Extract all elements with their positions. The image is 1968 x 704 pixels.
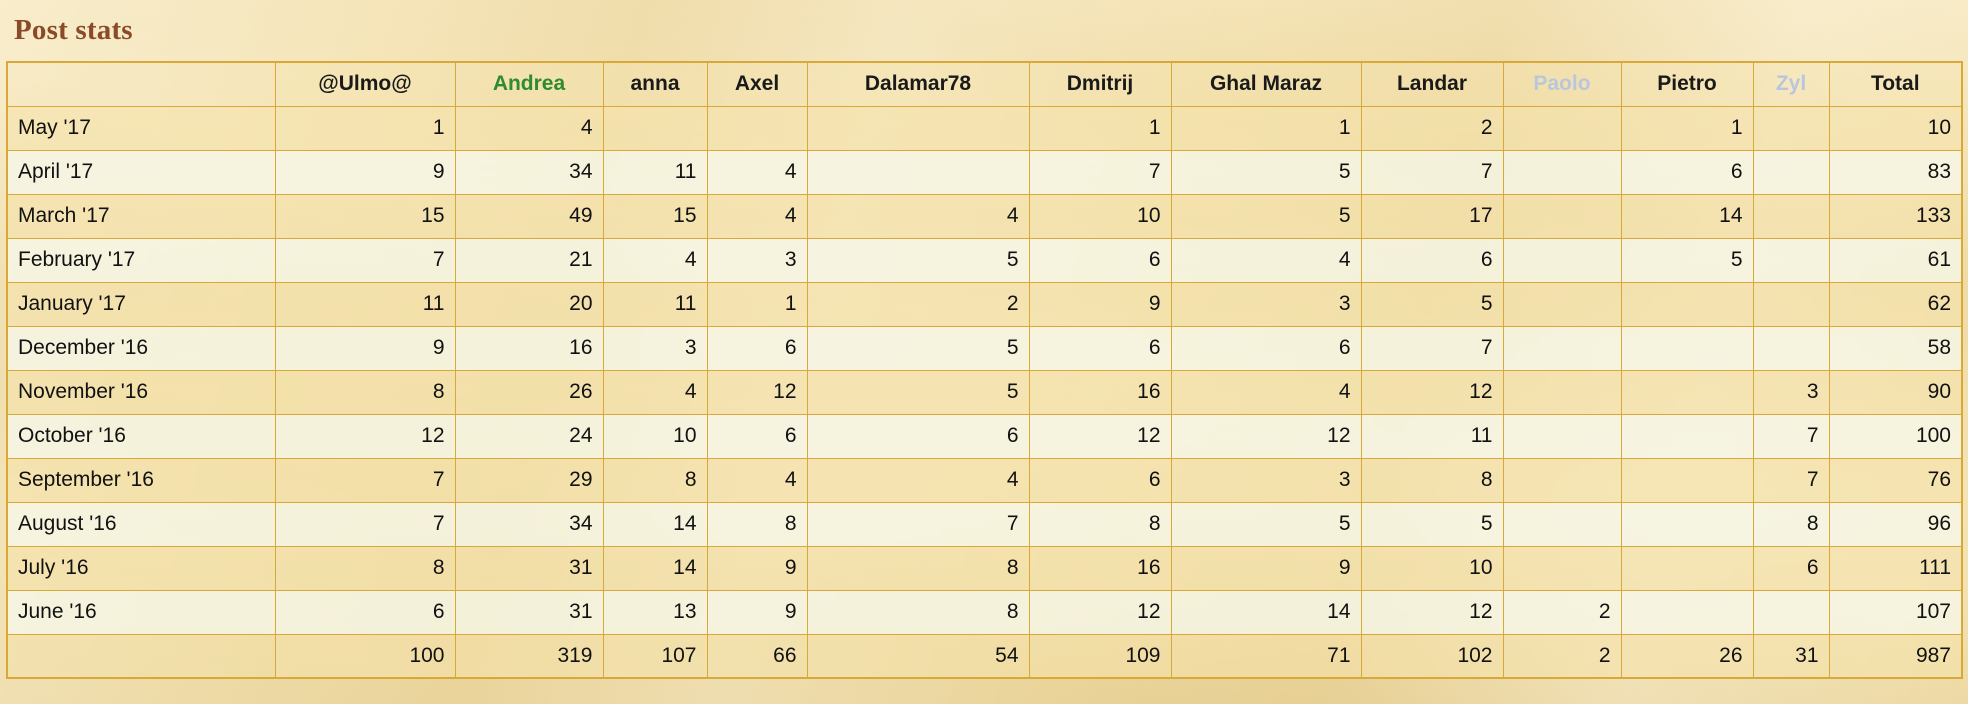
cell-value [1621,546,1753,590]
cell-value: 13 [603,590,707,634]
header-cell-ghal-maraz: Ghal Maraz [1171,62,1361,106]
cell-value: 9 [707,590,807,634]
cell-value: 1 [1029,106,1171,150]
cell-value: 12 [1029,414,1171,458]
cell-value [1621,282,1753,326]
cell-value: 4 [603,238,707,282]
cell-value: 1 [1621,106,1753,150]
cell-value: 8 [707,502,807,546]
cell-value [1621,590,1753,634]
table-row [7,370,1962,414]
cell-value: 9 [707,546,807,590]
cell-total: 58 [1829,326,1962,370]
table-row [7,458,1962,502]
cell-value: 10 [1029,194,1171,238]
cell-value: 8 [1361,458,1503,502]
cell-value [1753,150,1829,194]
page-title: Post stats [14,14,133,46]
table-row [7,238,1962,282]
cell-value: 4 [807,194,1029,238]
header-cell-dmitrij: Dmitrij [1029,62,1171,106]
cell-value [1503,414,1621,458]
totals-value: 2 [1503,634,1621,678]
cell-value: 1 [1171,106,1361,150]
cell-value [1503,458,1621,502]
header-cell-andrea: Andrea [455,62,603,106]
cell-value: 24 [455,414,603,458]
cell-total: 96 [1829,502,1962,546]
cell-value: 16 [1029,546,1171,590]
cell-value: 1 [707,282,807,326]
cell-value: 6 [275,590,455,634]
cell-value: 20 [455,282,603,326]
cell-value: 3 [1171,282,1361,326]
cell-value: 12 [1029,590,1171,634]
cell-total: 100 [1829,414,1962,458]
header-cell-zyl: Zyl [1753,62,1829,106]
cell-value: 15 [603,194,707,238]
header-cell-corner [7,62,275,106]
cell-value: 6 [1621,150,1753,194]
cell-value: 6 [1171,326,1361,370]
cell-value [1503,282,1621,326]
table-row [7,106,1962,150]
cell-value: 31 [455,546,603,590]
cell-value: 7 [807,502,1029,546]
stats-table-wrapper [6,61,1962,679]
cell-value: 12 [1361,370,1503,414]
row-label: March '17 [7,194,275,238]
cell-total: 76 [1829,458,1962,502]
cell-value: 6 [1029,326,1171,370]
cell-value: 6 [1029,458,1171,502]
cell-total: 10 [1829,106,1962,150]
cell-value: 11 [603,282,707,326]
cell-value: 2 [807,282,1029,326]
cell-value: 8 [1029,502,1171,546]
totals-value: 102 [1361,634,1503,678]
cell-value: 6 [1753,546,1829,590]
cell-value: 7 [275,238,455,282]
header-cell-total: Total [1829,62,1962,106]
cell-total: 111 [1829,546,1962,590]
cell-value: 7 [1029,150,1171,194]
row-label: November '16 [7,370,275,414]
cell-value: 4 [707,150,807,194]
cell-value: 7 [1753,458,1829,502]
cell-value: 8 [275,370,455,414]
cell-value: 4 [707,458,807,502]
cell-value: 5 [1171,502,1361,546]
row-label: February '17 [7,238,275,282]
totals-value: 31 [1753,634,1829,678]
post-stats-table [6,61,1963,679]
cell-value: 5 [1171,150,1361,194]
cell-value [1503,194,1621,238]
table-footer [7,634,1962,678]
cell-value: 8 [1753,502,1829,546]
cell-value: 14 [603,546,707,590]
table-row [7,414,1962,458]
totals-value: 26 [1621,634,1753,678]
cell-value [1503,370,1621,414]
cell-value: 21 [455,238,603,282]
row-label: July '16 [7,546,275,590]
cell-value: 11 [603,150,707,194]
cell-value: 17 [1361,194,1503,238]
header-cell-anna: anna [603,62,707,106]
cell-value [1753,194,1829,238]
header-cell-ulmo: @Ulmo@ [275,62,455,106]
cell-total: 133 [1829,194,1962,238]
totals-value: 100 [275,634,455,678]
cell-value: 7 [1361,150,1503,194]
cell-value: 7 [275,458,455,502]
cell-value: 14 [1171,590,1361,634]
row-label: December '16 [7,326,275,370]
cell-value: 3 [707,238,807,282]
table-row [7,194,1962,238]
cell-value: 9 [1171,546,1361,590]
table-row [7,590,1962,634]
cell-value: 2 [1503,590,1621,634]
cell-value [1503,238,1621,282]
cell-total: 62 [1829,282,1962,326]
cell-value: 4 [1171,238,1361,282]
row-label: January '17 [7,282,275,326]
cell-value: 5 [1171,194,1361,238]
cell-value: 10 [603,414,707,458]
cell-value: 4 [707,194,807,238]
cell-value: 8 [603,458,707,502]
totals-value: 319 [455,634,603,678]
cell-value [807,106,1029,150]
totals-grand-total: 987 [1829,634,1962,678]
header-cell-paolo: Paolo [1503,62,1621,106]
row-label: August '16 [7,502,275,546]
cell-value: 5 [807,238,1029,282]
cell-total: 61 [1829,238,1962,282]
cell-value [1503,150,1621,194]
cell-value: 8 [807,546,1029,590]
cell-value [1753,238,1829,282]
cell-value: 11 [275,282,455,326]
cell-value [1753,106,1829,150]
totals-value: 107 [603,634,707,678]
table-row [7,502,1962,546]
totals-label [7,634,275,678]
cell-value: 5 [1361,502,1503,546]
table-row [7,150,1962,194]
cell-value [1503,502,1621,546]
cell-value [1503,326,1621,370]
cell-total: 107 [1829,590,1962,634]
cell-value: 5 [807,370,1029,414]
cell-value [807,150,1029,194]
cell-value: 12 [275,414,455,458]
cell-value: 12 [1171,414,1361,458]
cell-value: 9 [275,326,455,370]
cell-value [1621,326,1753,370]
cell-value [1621,458,1753,502]
cell-value: 9 [275,150,455,194]
cell-value: 34 [455,150,603,194]
cell-value [1753,590,1829,634]
totals-value: 54 [807,634,1029,678]
cell-value: 7 [1361,326,1503,370]
totals-value: 66 [707,634,807,678]
cell-value: 5 [1621,238,1753,282]
cell-value [603,106,707,150]
table-body [7,106,1962,634]
cell-value: 9 [1029,282,1171,326]
cell-value [707,106,807,150]
cell-value: 6 [807,414,1029,458]
cell-value: 1 [275,106,455,150]
cell-value: 14 [603,502,707,546]
cell-value: 4 [1171,370,1361,414]
cell-value: 34 [455,502,603,546]
cell-value: 5 [807,326,1029,370]
table-row [7,326,1962,370]
cell-value [1621,414,1753,458]
cell-value [1753,326,1829,370]
table-row [7,282,1962,326]
row-label: May '17 [7,106,275,150]
cell-value: 6 [707,326,807,370]
header-cell-axel: Axel [707,62,807,106]
header-cell-dalamar78: Dalamar78 [807,62,1029,106]
totals-row [7,634,1962,678]
header-row [7,62,1962,106]
cell-value: 12 [1361,590,1503,634]
cell-value: 4 [455,106,603,150]
cell-value: 15 [275,194,455,238]
cell-value: 3 [1171,458,1361,502]
table-header [7,62,1962,106]
cell-value: 4 [807,458,1029,502]
row-label: September '16 [7,458,275,502]
cell-value: 5 [1361,282,1503,326]
cell-value [1621,502,1753,546]
cell-value: 26 [455,370,603,414]
row-label: April '17 [7,150,275,194]
cell-value [1621,370,1753,414]
cell-value: 8 [275,546,455,590]
cell-value [1753,282,1829,326]
header-cell-pietro: Pietro [1621,62,1753,106]
cell-value: 4 [603,370,707,414]
cell-total: 83 [1829,150,1962,194]
cell-value: 2 [1361,106,1503,150]
cell-value: 49 [455,194,603,238]
cell-value: 10 [1361,546,1503,590]
cell-value [1503,106,1621,150]
row-label: October '16 [7,414,275,458]
cell-value: 31 [455,590,603,634]
cell-total: 90 [1829,370,1962,414]
cell-value [1503,546,1621,590]
cell-value: 29 [455,458,603,502]
cell-value: 16 [1029,370,1171,414]
cell-value: 7 [275,502,455,546]
table-row [7,546,1962,590]
cell-value: 14 [1621,194,1753,238]
totals-value: 71 [1171,634,1361,678]
cell-value: 6 [707,414,807,458]
header-cell-landar: Landar [1361,62,1503,106]
totals-value: 109 [1029,634,1171,678]
row-label: June '16 [7,590,275,634]
cell-value: 6 [1029,238,1171,282]
cell-value: 3 [1753,370,1829,414]
cell-value: 16 [455,326,603,370]
cell-value: 3 [603,326,707,370]
cell-value: 6 [1361,238,1503,282]
cell-value: 8 [807,590,1029,634]
cell-value: 11 [1361,414,1503,458]
cell-value: 7 [1753,414,1829,458]
cell-value: 12 [707,370,807,414]
